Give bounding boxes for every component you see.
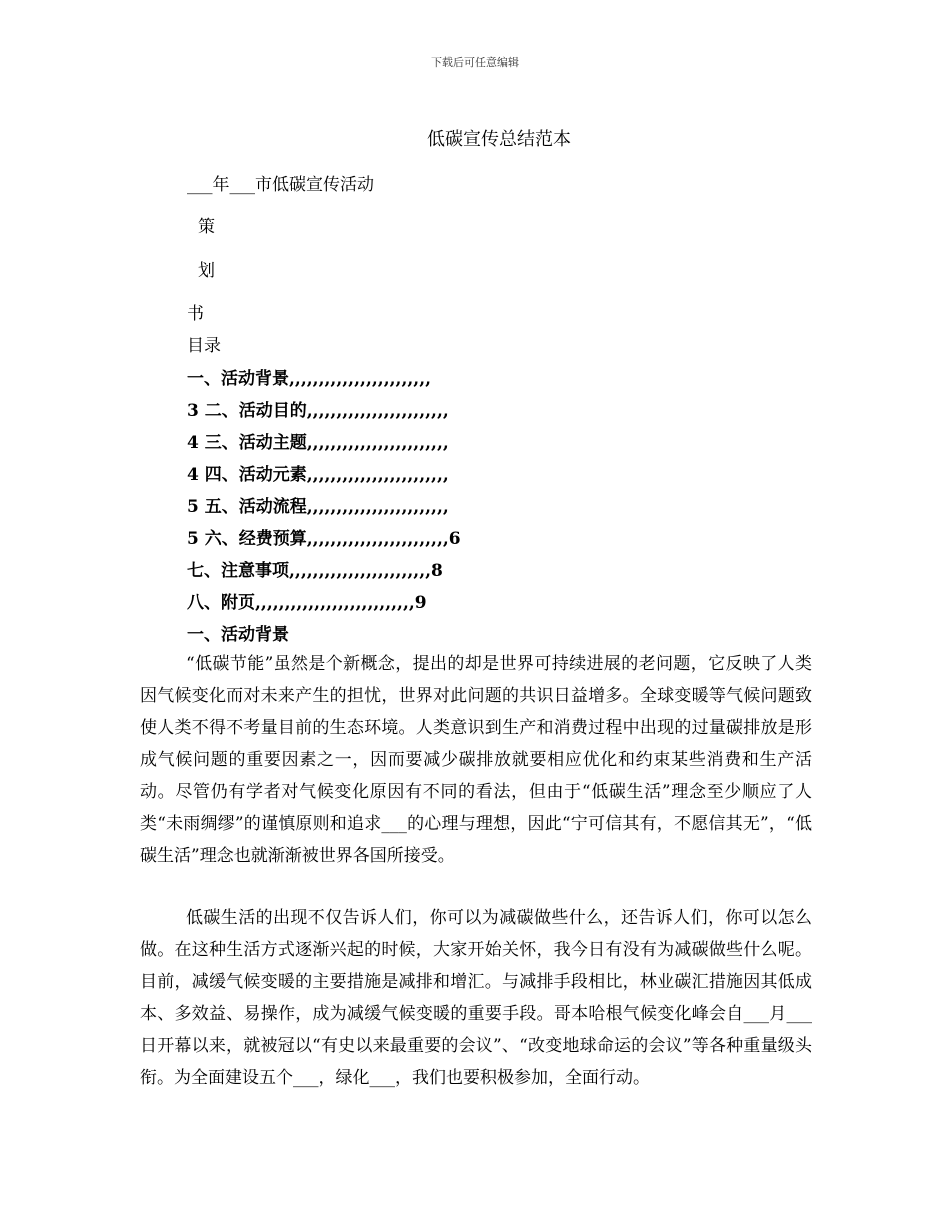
toc-item: 3 二、活动目的,,,,,,,,,,,,,,,,,,,,,,,,: [187, 401, 449, 421]
toc-item: 一、活动背景,,,,,,,,,,,,,,,,,,,,,,,,: [187, 369, 432, 389]
vertical-char-3: 书: [187, 304, 204, 324]
toc-heading: 目录: [187, 336, 221, 356]
document-subtitle: ___年___市低碳宣传活动: [187, 175, 374, 195]
background-paragraph-2: 低碳生活的出现不仅告诉人们，你可以为减碳做些什么，还告诉人们，你可以怎么做。在这种生活方式逐渐兴起的时候，大家开始关怀，我今日有没有为减碳做些什么呢。目前，减缓气候变暖的主要措施是减排和增汇。与减排手段相比，林业碳汇措施因其低成本、多效益、易操作，成为减缓气候变暖的重要手段。哥本哈根气候变化峰会自___月___日开幕以来，就被冠以“有史以来最重要的会议”、“改变地球命运的会议”等各种重量级头衔。为全面建设五个___，绿化___，我们也要积极参加，全面行动。: [140, 908, 812, 1088]
toc-item: 4 三、活动主题,,,,,,,,,,,,,,,,,,,,,,,,: [187, 433, 449, 453]
vertical-char-1: 策: [198, 217, 215, 237]
header-note: 下载后可任意编辑: [431, 56, 519, 69]
vertical-char-2: 划: [198, 261, 215, 281]
document-title: 低碳宣传总结范本: [427, 129, 571, 150]
toc-item: 七、注意事项,,,,,,,,,,,,,,,,,,,,,,,,8: [187, 561, 443, 581]
section-heading-background: 一、活动背景: [187, 625, 289, 645]
toc-item: 5 五、活动流程,,,,,,,,,,,,,,,,,,,,,,,,: [187, 497, 449, 517]
toc-item: 5 六、经费预算,,,,,,,,,,,,,,,,,,,,,,,,6: [187, 529, 461, 549]
background-paragraph-1: “低碳节能”虽然是个新概念，提出的却是世界可持续进展的老问题，它反映了人类因气候变化而对未来产生的担忧，世界对此问题的共识日益增多。全球变暖等气候问题致使人类不得不考量目前的生态环境。人类意识到生产和消费过程中出现的过量碳排放是形成气候问题的重要因素之一，因而要减少碳排放就要相应优化和约束某些消费和生产活动。尽管仍有学者对气候变化原因有不同的看法，但由于“低碳生活”理念至少顺应了人类“未雨绸缪”的谨慎原则和追求___的心理与理想，因此“宁可信其有，不愿信其无”，“低碳生活”理念也就渐渐被世界各国所接受。: [140, 654, 812, 866]
toc-item: 4 四、活动元素,,,,,,,,,,,,,,,,,,,,,,,,: [187, 465, 449, 485]
toc-item: 八、附页,,,,,,,,,,,,,,,,,,,,,,,,,,,9: [187, 593, 427, 613]
